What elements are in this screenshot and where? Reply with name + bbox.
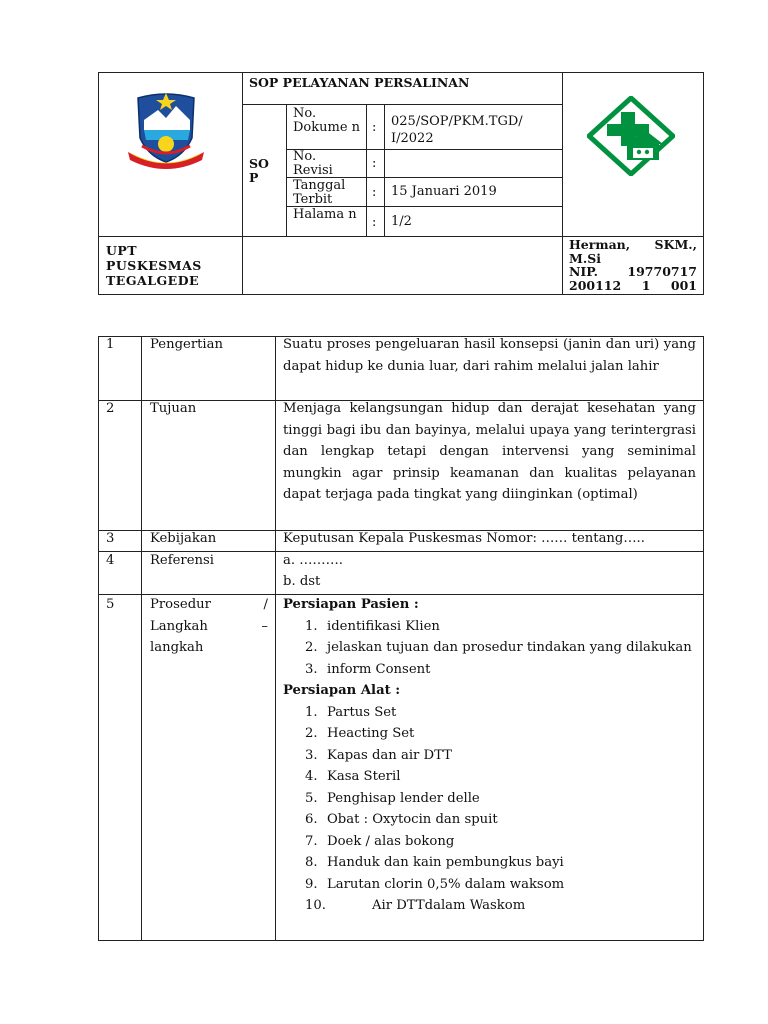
signer-name: Herman, SKM., M.Si [569, 237, 697, 266]
list-item: 8. Handuk dan kain pembungkus bayi [305, 855, 564, 870]
list-item: 7. Doek / alas bokong [305, 833, 455, 849]
row-label-procedure: Prosedur / Langkah – langkah [150, 597, 268, 655]
sop-title: SOP PELAYANAN PERSALINAN [249, 75, 470, 90]
unit-name: UPT PUSKESMAS TEGALGEDE [106, 243, 202, 288]
reference-item: b. dst [283, 574, 321, 589]
reference-item: a. ………. [283, 553, 344, 568]
patient-prep-list [283, 616, 696, 681]
list-item: 4. Kasa Steril [305, 769, 401, 784]
list-item: 2. Heacting Set [305, 726, 415, 741]
row-content-purpose: Menjaga kelangsungan hidup dan derajat kesehatan yang tinggi bagi ibu dan bayinya, melalui upaya yang terintergrasi dan lengkap tetapi dengan intervensi yang seminimal mungkin agar prinsip keamanan dan kualitas pelayanan dapat terjaga pada tingkat yang diinginkan (optimal) [283, 401, 696, 502]
puskesmas-logo [587, 96, 675, 176]
row-content-definition: Suatu proses pengeluaran hasil konsepsi (janin dan uri) yang dapat hidup ke dunia luar, dari rahim melalui jalan lahir [283, 337, 696, 374]
sop-label: SO P [249, 156, 269, 185]
patient-prep-heading: Persiapan Pasien : [283, 597, 419, 612]
row-label: Tujuan [150, 401, 197, 416]
signer-nip: NIP. 19770717 200112 1 001 [569, 264, 697, 293]
regency-crest-logo [124, 90, 208, 174]
field-date-value: 15 Januari 2019 [391, 184, 497, 199]
row-number: 3 [106, 531, 115, 546]
list-item: 9. Larutan clorin 0,5% dalam waksom [305, 876, 565, 892]
field-date-sep: : [372, 185, 377, 200]
field-doc-no-label: No. Dokume n [293, 106, 361, 135]
row-number: 2 [106, 401, 115, 416]
list-item: 3. Kapas dan air DTT [305, 747, 452, 763]
procedure-content [283, 594, 696, 917]
list-item: 10. Air DTTdalam Waskom [305, 898, 526, 913]
row-number: 1 [106, 337, 115, 352]
list-item: 3. inform Consent [305, 661, 431, 677]
list-item: 6. Obat : Oxytocin dan spuit [305, 812, 498, 827]
list-item: 5. Penghisap lender delle [305, 790, 480, 806]
field-revision-label: No. Revisi [293, 149, 333, 178]
tools-prep-list [283, 702, 696, 917]
row-content-policy: Keputusan Kepala Puskesmas Nomor: …… tentang….. [283, 531, 645, 546]
field-page-value: 1/2 [391, 214, 412, 229]
list-item: 1. Partus Set [305, 704, 397, 720]
field-page-sep: : [372, 215, 377, 230]
field-doc-no-value: 025/SOP/PKM.TGD/ I/2022 [391, 114, 523, 146]
list-item: 1. identifikasi Klien [305, 618, 440, 634]
field-date-label: Tanggal Terbit [293, 178, 346, 207]
row-number: 4 [106, 553, 115, 568]
tools-prep-heading: Persiapan Alat : [283, 683, 401, 698]
row-label: Pengertian [150, 337, 224, 352]
field-revision-sep: : [372, 156, 377, 171]
field-page-label: Halama n [293, 207, 357, 222]
field-doc-no-sep: : [372, 120, 377, 135]
row-number: 5 [106, 597, 115, 612]
row-label: Referensi [150, 553, 215, 568]
list-item: 2. jelaskan tujuan dan prosedur tindakan yang dilakukan [305, 640, 692, 655]
row-label: Kebijakan [150, 531, 217, 546]
